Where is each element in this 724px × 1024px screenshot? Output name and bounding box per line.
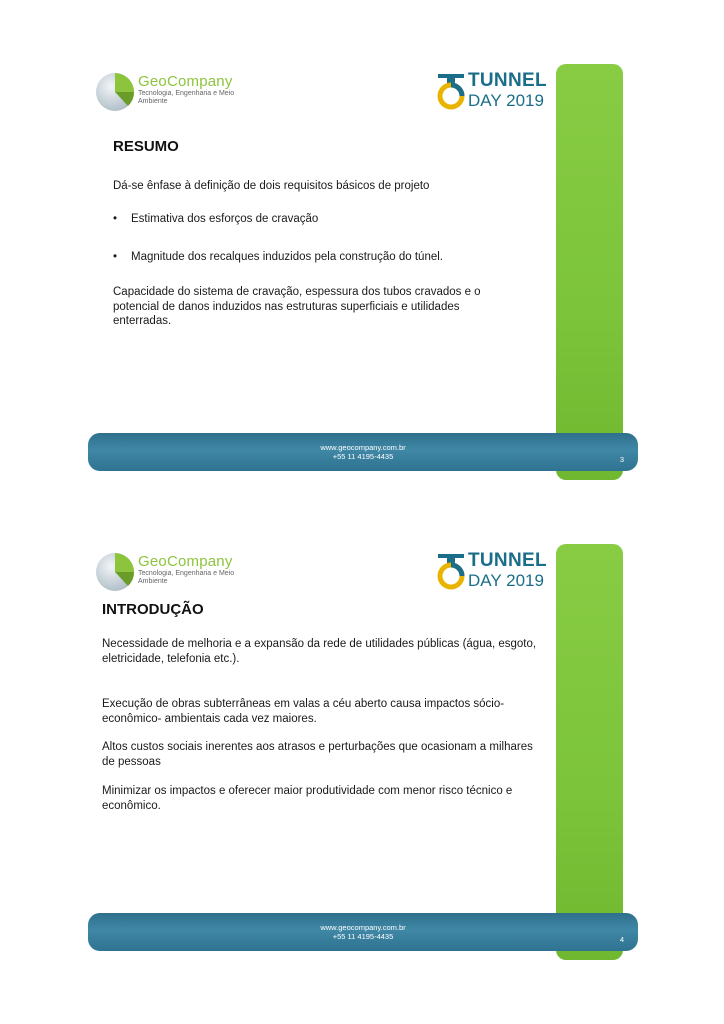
- slide-footer: [88, 913, 638, 951]
- geocompany-globe-icon: [94, 550, 136, 592]
- green-accent-bar: [556, 64, 623, 480]
- page-number: 4: [619, 935, 624, 944]
- tunnel-day-emblem-icon: [436, 74, 466, 110]
- geocompany-tagline: Tecnologia, Engenharia e Meio Ambiente: [138, 570, 235, 585]
- geocompany-name: GeoCompany: [138, 73, 233, 90]
- tunnel-day-year: DAY 2019: [468, 91, 544, 110]
- paragraph-text: Capacidade do sistema de cravação, espessura dos tubos cravados e o potencial de danos induzidos nas estruturas superficiais e utilidades enterradas.: [113, 286, 481, 327]
- bullet-item: [113, 212, 533, 227]
- paragraph-text: Altos custos sociais inerentes aos atrasos e perturbações que ocasionam a milhares de pessoas: [102, 741, 533, 768]
- bullet-dot: •: [113, 251, 118, 263]
- geocompany-globe-icon: [94, 70, 136, 112]
- tunnel-day-logo: [436, 550, 548, 594]
- slide-title: INTRODUÇÃO: [102, 601, 204, 618]
- paragraph-text: Execução de obras subterrâneas em valas a céu aberto causa impactos sócio-econômico- ambientais cada vez maiores.: [102, 698, 505, 725]
- geocompany-logo: [94, 70, 254, 116]
- slide-introducao: [0, 538, 724, 968]
- geocompany-tagline: Tecnologia, Engenharia e Meio Ambiente: [138, 90, 235, 105]
- tunnel-day-emblem-icon: [436, 554, 466, 590]
- slide-resumo: [0, 58, 724, 488]
- tunnel-day-year: DAY 2019: [468, 571, 544, 590]
- bullet-text: Estimativa dos esforços de cravação: [131, 213, 319, 225]
- footer-website: www.geocompany.com.br: [320, 443, 406, 452]
- bullet-dot: •: [113, 213, 118, 225]
- green-accent-bar: [556, 544, 623, 960]
- intro-text: Dá-se ênfase à definição de dois requisitos básicos de projeto: [113, 180, 430, 192]
- tunnel-day-logo: [436, 70, 548, 114]
- geocompany-logo: [94, 550, 254, 596]
- page-number: 3: [619, 455, 624, 464]
- paragraph-text: Necessidade de melhoria e a expansão da rede de utilidades públicas (água, esgoto, eletricidade, telefonia etc.).: [102, 638, 537, 665]
- footer-phone: +55 11 4195-4435: [332, 932, 394, 941]
- tunnel-word: TUNNEL: [468, 550, 547, 571]
- slide-footer: [88, 433, 638, 471]
- slide-title: RESUMO: [113, 138, 179, 155]
- footer-website: www.geocompany.com.br: [320, 923, 406, 932]
- footer-phone: +55 11 4195-4435: [332, 452, 394, 461]
- bullet-item: [113, 250, 533, 265]
- paragraph-text: Minimizar os impactos e oferecer maior produtividade com menor risco técnico e econômico.: [102, 785, 513, 812]
- geocompany-name: GeoCompany: [138, 553, 233, 570]
- bullet-text: Magnitude dos recalques induzidos pela construção do túnel.: [131, 251, 443, 263]
- tunnel-word: TUNNEL: [468, 70, 547, 91]
